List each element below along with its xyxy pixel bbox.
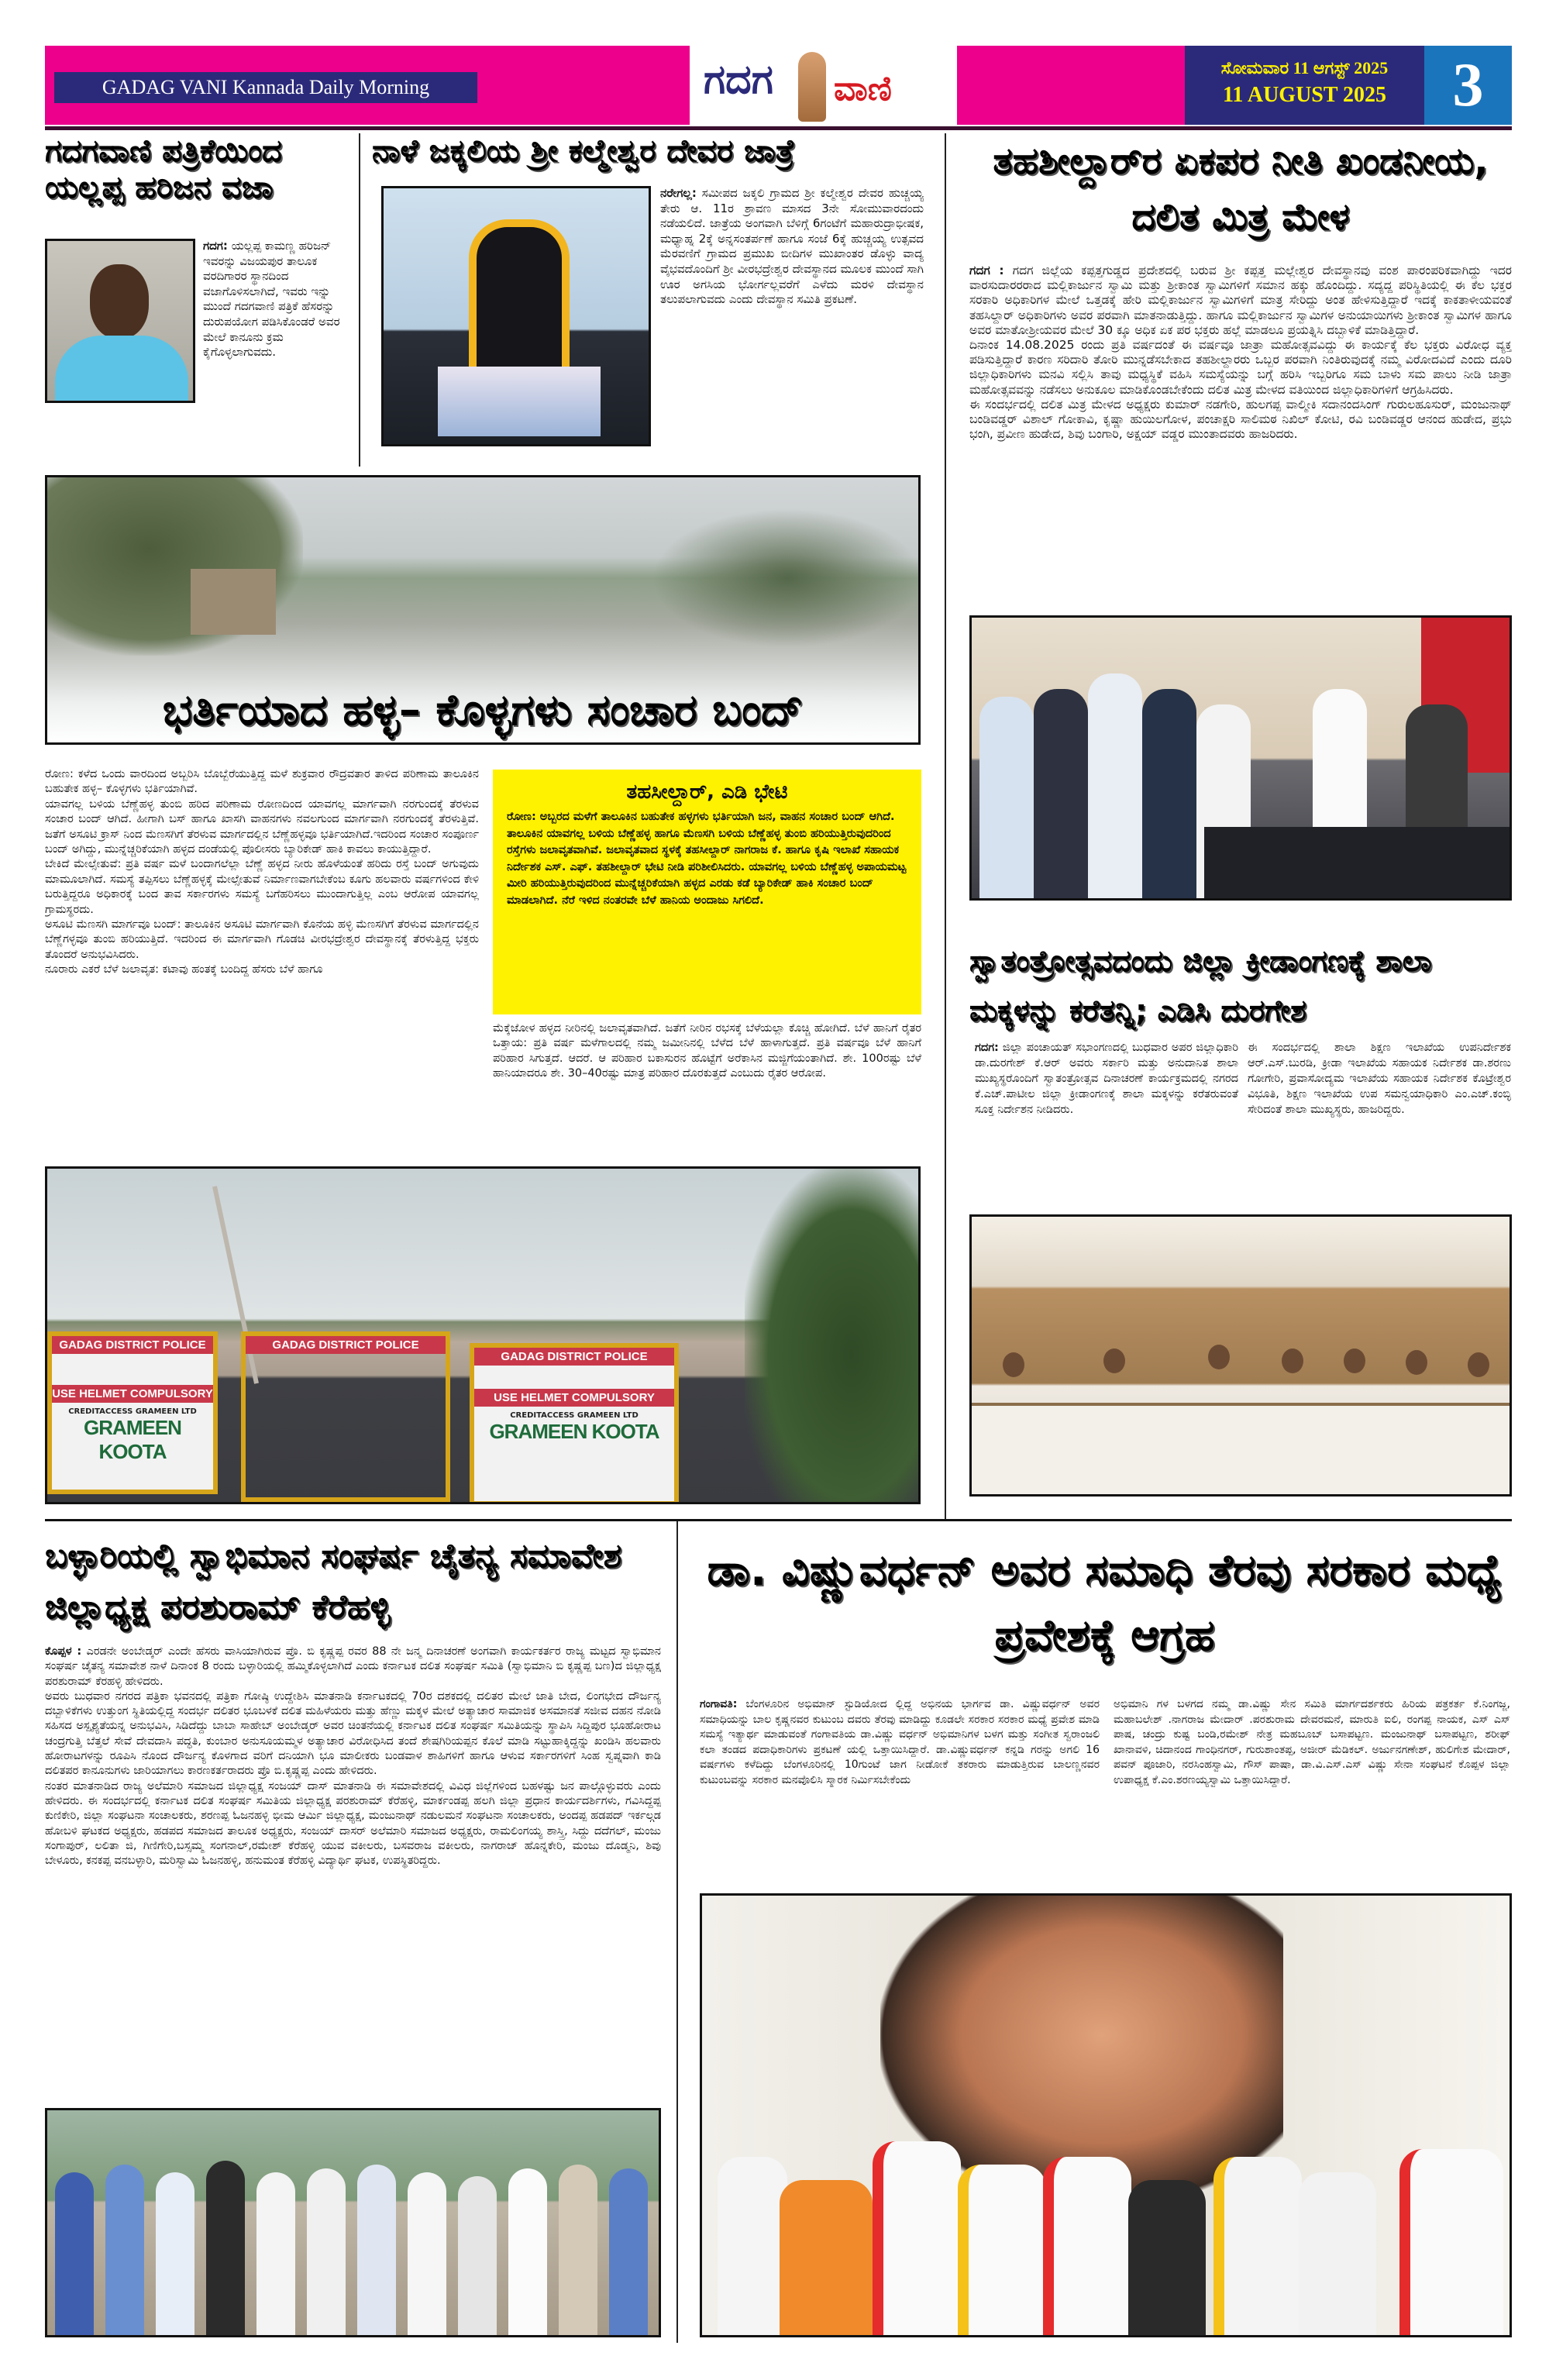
masthead-band-right	[957, 46, 1185, 125]
paragraph: ಅಸೂಟಿ ಮೆಣಸಗಿ ಮಾರ್ಗವೂ ಬಂದ್: ತಾಲೂಕಿನ ಅಸೂಟಿ ಮಾರ್ಗವಾಗಿ ಕೊನೆಯ ಹಳ್ಳಿ ಮೆಣಸಗಿಗೆ ತೆರಳುವ ಮಾರ್ಗದಲ್ಲಿನ ಬೆಣ್ಣೆಗಳ್ಳವೂ ತುಂಬಿ ಹರಿಯುತ್ತಿದೆ. ಇದರಿಂದ ಈ ಮಾರ್ಗವಾಗಿ ಗೊಡಚಿ ವೀರಭದ್ರೇಶ್ವರ ದೇವಸ್ಥಾನಕ್ಕೆ ತೆರಳುತ್ತಿದ್ದ ಭಕ್ತರು ತೊಂದರೆ ಅನುಭವಿಸಿದರು.	[45, 918, 479, 961]
group-photo-ballari	[45, 2108, 661, 2337]
person-head	[1282, 1348, 1303, 1373]
school-body-col1	[975, 1040, 1238, 1203]
column-divider	[945, 133, 946, 1521]
person-figure	[780, 2180, 873, 2335]
person-figure	[718, 2157, 787, 2335]
paragraph: ರೋಣ: ಕಳೆದ ಒಂದು ವಾರದಿಂದ ಅಬ್ಬರಿಸಿ ಬೊಬ್ಬೆರೆಯುತ್ತಿದ್ದ ಮಳೆ ಶುಕ್ರವಾರ ರೌದ್ರವತಾರ ತಾಳಿದ ಪರಿಣಾಮ ತಾಲೂಕಿನ ಬಹುತೇಕ ಹಳ್ಳ– ಕೊಳ್ಳಗಳು ಭರ್ತಿಯಾಗಿವೆ.	[45, 768, 479, 796]
person-figure	[559, 2165, 597, 2335]
sign-police: GADAG DISTRICT POLICE	[474, 1348, 674, 1366]
article-body: ಯಲ್ಲಪ್ಪ ಕಾಮಣ್ಣ ಹರಿಜನ್ ಇವರನ್ನು ವಿಜಯಪುರ ತಾಲೂಕ ವರದಿಗಾರರ ಸ್ಥಾನದಿಂದ ವಜಾಗೊಳಿಸಲಾಗಿದೆ, ಇವರು ಇನ್ನು ಮುಂದೆ ಗದಗವಾಣಿ ಪತ್ರಿಕೆ ಹೆಸರನ್ನು ದುರುಪಯೋಗ ಪಡಿಸಿಕೊಂಡರೆ ಅವರ ಮೇಲೆ ಕಾನೂನು ಕ್ರಮ ಕೈಗೊಳ್ಳಲಾಗುವದು.	[203, 239, 340, 360]
dalit-mitra-mela-photo	[969, 615, 1512, 901]
headline: ಗದಗವಾಣಿ ಪತ್ರಿಕೆಯಿಂದ ಯಲ್ಲಪ್ಪ ಹರಿಜನ ವಜಾ	[45, 133, 282, 206]
paragraph: ಬೇಕಿದೆ ಮೇಲ್ಸೇತುವೆ: ಪ್ರತಿ ವರ್ಷ ಮಳೆ ಬಂದಾಗಲೆಲ್ಲಾ ಬೆಣ್ಣೆ ಹಳ್ಳದ ನೀರು ಹೊಳೆಯಂತೆ ಹರಿದು ರಸ್ತೆ ಬಂದ್ ಅಗುವುದು ಮಾಮೂಲಾಗಿದೆ. ಸಮಸ್ಯೆ ತಪ್ಪಿಸಲು ಬೆಣ್ಣೆಹಳ್ಳಕ್ಕೆ ಮೇಲ್ಸೇತುವೆ ನಿರ್ಮಾಣವಾಗಬೇಕೆಂಬ ಕೂಗು ಹಲವಾರು ವರ್ಷಗಳಿಂದ ಕೇಳಿ ಬರುತ್ತಿದ್ದರೂ ಅಧಿಕಾರಕ್ಕೆ ಬಂದ ತಾವ ಸರ್ಕಾರಗಳು ಸಮಸ್ಯೆ ಬಗೆಹರಿಸಲು ಮುಂದಾಗುತ್ತಿಲ್ಲ ಎಂಬ ಆರೋಪ ಯಾವಗಲ್ಲ ಗ್ರಾಮಸ್ಥರದು.	[45, 858, 479, 916]
dateline: ಗದಗ:	[203, 239, 228, 253]
person-figure	[1142, 689, 1196, 898]
ballari-body	[45, 1645, 661, 2094]
logo-text-gadag: ಗದಗ	[704, 57, 773, 103]
sign-police: GADAG DISTRICT POLICE	[246, 1336, 446, 1354]
person-figure	[458, 2176, 497, 2335]
vishnu-body-col1	[700, 1697, 1100, 1883]
paragraph: ನಂತರ ಮಾತನಾಡಿದ ರಾಜ್ಯ ಅಲೆಮಾರಿ ಸಮಾಜದ ಜಿಲ್ಲಾಧ್ಯಕ್ಷ ಸಂಜಯ್ ದಾಸ್ ಮಾತನಾಡಿ ಈ ಸಮಾವೇಶದಲ್ಲಿ ವಿವಿಧ ಜಿಲ್ಲೆಗಳಿಂದ ಬಹಳಷ್ಟು ಜನ ಪಾಲ್ಗೊಳ್ಳುವರು ಎಂದು ಹೇಳಿದರು. ಈ ಸಂದರ್ಭದಲ್ಲಿ ಕರ್ನಾಟಕ ದಲಿತ ಸಂಘರ್ಷ ಸಮಿತಿಯ ಜಿಲ್ಲಾಧ್ಯಕ್ಷ ಪರಶುರಾಮ್ ಕೆರೆಹಳ್ಳಿ, ಮಾರ್ಕಂಡಪ್ಪ ಹಲಗಿ ಜಿಲ್ಲಾ ಪ್ರಧಾನ ಕಾರ್ಯದರ್ಶಿಗಳು, ಗವಿಸಿದ್ದಪ್ಪ ಕುಣಿಕೇರಿ, ಜಿಲ್ಲಾ ಸಂಘಟನಾ ಸಂಚಾಲಕರು, ಶರಣಪ್ಪ ಓಜನಹಳ್ಳಿ ಭೀಮ ಆರ್ಮಿ ಜಿಲ್ಲಾಧ್ಯಕ್ಷ, ಮಂಜುನಾಥ್ ನಡುಲಮನೆ ಸಂಘಟನಾ ಸಂಚಾಲಕರು, ಅಂದಪ್ಪ ಹಡಪದ್ ಇರ್ಕಲ್ಗಡ ಹೋಬಳಿ ಘಟಕದ ಅಧ್ಯಕ್ಷರು, ಹಡಪದ ಸಮಾಜದ ತಾಲೂಕ ಅಧ್ಯಕ್ಷರು, ಸಂಜಯ್ ದಾಸರ್ ಅಲೆಮಾರಿ ಸಮಾಜದ ಅಧ್ಯಕ್ಷರು, ರಾಮಲಿಂಗಯ್ಯ ಶಾಸ್ತ್ರಿ, ಸಿದ್ದು ದದೆಗಲ್, ಮಂಜು ಸಂಗಾಪುರ್, ಲಲಿತಾ ಜಿ, ಗಿಣಿಗೇರಿ,ಬಸ್ಸಮ್ಮ ಸಂಗನಾಲ್,ರಮೇಶ್ ಕೆರೆಹಳ್ಳಿ ಯುವ ವಕೀಲರು, ಬಸವರಾಜ ವಕೀಲರು, ನಾಗರಾಜ್ ಹೊನ್ನಕೇರಿ, ಮಂಜು ದೊಡ್ಮನಿ, ಶಿವು ಬೇಳೂರು, ಕನಕಪ್ಪ ವನಬಳ್ಳಾರಿ, ಮರಿಸ್ವಾಮಿ ಓಜನಹಳ್ಳಿ, ಹನುಮಂತ ಕೆರೆಹಳ್ಳಿ ವಿದ್ಯಾರ್ಥಿ ಘಟಕ, ಉಪಸ್ಥಿತರಿದ್ದರು.	[45, 1779, 661, 1868]
submerged-hut	[191, 569, 276, 635]
dateline: ಕೊಪ್ಪಳ :	[45, 1645, 82, 1658]
article-dismissal	[45, 133, 355, 459]
vishnuvardhan-tribute-photo	[700, 1893, 1512, 2337]
altar-base	[438, 367, 601, 436]
person-figure	[307, 2168, 346, 2335]
date-kannada: ಸೋಮವಾರ 11 ಆಗಸ್ಟ್ 2025	[1220, 58, 1389, 77]
barricade-right	[470, 1343, 679, 1504]
paragraph: ಈ ಸಂದರ್ಭದಲ್ಲಿ ದಲಿತ ಮಿತ್ರ ಮೇಳದ ಅಧ್ಯಕ್ಷರು ಕುಮಾರ್ ನಡಗೇರಿ, ಹುಲಗಪ್ಪ ವಾಲ್ಮೀಕಿ ಸದಾನಂದಸಿಂಗ್ ಗುರುಲಹೂಸುರ್, ಮಂಜುನಾಥ್ ಬಂಡಿವಡ್ಡರ್ ವಿಶಾಲ್ ಗೋಕಾವಿ, ಕೃಷ್ಣಾ ಹುಯಿಲಗೋಳ, ಪಂಚಾಕ್ಷರಿ ಸಾಲಿಮಠ ನಿಖಿಲ್ ಕೋಟಿ, ರವಿ ಬಂಡಿವಡ್ಡರ ಆನಂದ ಹುಡೇದ, ಪ್ರಭು ಭಂಗಿ, ಪ್ರವೀಣ ಹುಡೇದ, ಶಿವು ಬಂಗಾರಿ, ಅಕ್ಷಯ್ ವಡ್ಡರ ಮುಂತಾದವರು ಹಾಜರಿದರು.	[969, 397, 1512, 442]
person-figure	[958, 2165, 1046, 2335]
sidebar-body: ರೋಣ: ಅಬ್ಬರದ ಮಳೆಗೆ ತಾಲೂಕಿನ ಬಹುತೇಕ ಹಳ್ಳಗಳು ಭರ್ತಿಯಾಗಿ ಜನ, ವಾಹನ ಸಂಚಾರ ಬಂದ್ ಆಗಿದೆ. ತಾಲೂಕಿನ ಯಾವಗಲ್ಲ ಬಳಿಯ ಬೆಣ್ಣೆಹಳ್ಳ ಹಾಗೂ ಮೆಣಸಗಿ ಬಳಿಯ ಬೆಣ್ಣೆಹಳ್ಳ ತುಂಬಿ ಹರಿಯುತ್ತಿರುವುದರಿಂದ ರಸ್ತೆಗಳು ಜಲಾವೃತವಾಗಿವೆ. ಜಲಾವೃತವಾದ ಸ್ಥಳಕ್ಕೆ ತಹಸೀಲ್ದಾರ್ ನಾಗರಾಜ ಕೆ. ಹಾಗೂ ಕೃಷಿ ಇಲಾಖೆ ಸಹಾಯಕ ನಿರ್ದೇಶಕ ಎಸ್. ಎಫ್. ತಹಶೀಲ್ದಾರ್ ಭೇಟಿ ನೀಡಿ ಪರಿಶೀಲಿಸಿದರು. ಯಾವಗಲ್ಲ ಬಳಿಯ ಬೆಣ್ಣೆಹಳ್ಳ ಅಪಾಯಮಟ್ಟ ಮೀರಿ ಹರಿಯುತ್ತಿರುವುದರಿಂದ ಮುನ್ನೆಚ್ಚರಿಕೆಯಾಗಿ ಹಳ್ಳದ ಎರಡು ಕಡೆ ಬ್ಯಾರಿಕೇಡ್ ಹಾಕಿ ಸಂಚಾರ ಬಂದ್ ಮಾಡಲಾಗಿದೆ. ನೆರೆ ಇಳಿದ ನಂತರವೇ ಬೆಳೆ ಹಾನಿಯ ಅಂದಾಜು ಸಿಗಲಿದೆ.	[507, 811, 907, 907]
barricade-middle	[241, 1331, 450, 1502]
edition-label: GADAG VANI Kannada Daily Morning	[54, 72, 477, 103]
barricade-left	[47, 1331, 218, 1494]
person-figure	[508, 2168, 547, 2335]
headline: ನಾಳೆ ಜಕ್ಕಲಿಯ ಶ್ರೀ ಕಲ್ಮೇಶ್ವರ ದೇವರ ಜಾತ್ರೆ	[372, 133, 795, 169]
person-head	[1344, 1348, 1365, 1373]
reporter-photo	[45, 239, 195, 403]
section-divider	[45, 1519, 1512, 1521]
sign-police: GADAG DISTRICT POLICE	[52, 1336, 213, 1354]
article-tahsildar	[969, 133, 1512, 245]
person-figure	[206, 2161, 245, 2335]
paragraph: ಯಾವಗಲ್ಲ ಬಳಿಯ ಬೆಣ್ಣೆಹಳ್ಳ ತುಂಬಿ ಹರಿದ ಪರಿಣಾಮ ರೋಣದಿಂದ ಯಾವಗಲ್ಲ ಮಾರ್ಗವಾಗಿ ನರಗುಂದಕ್ಕೆ ತೆರಳುವ ಸಂಚಾರ ಬಂದ್ ಆಗಿದೆ. ಹೀಗಾಗಿ ಬಸ್ ಹಾಗೂ ಖಾಸಗಿ ವಾಹನಗಳು ನವಲಗುಂದ ಮಾರ್ಗವಾಗಿ ನರಗುಂದಕ್ಕೆ ತೆರಳುತ್ತಿವೆ. ಜತೆಗೆ ಅಸೂಟಿ ಕ್ರಾಸ್ ನಿಂದ ಮೆಣಸಗಿಗೆ ತೆರಳುವ ಮಾರ್ಗದಲ್ಲಿನ ಬೆಣ್ಣೆಹಳ್ಳವೂ ಭರ್ತಿಯಾಗಿದೆ.ಇದರಿಂದ ಸಂಚಾರ ಸಂಪೂರ್ಣ ಬಂದ್ ಅಗಿದ್ದು, ಮುನ್ನೆಚ್ಚರಿಕೆಯಾಗಿ ಹಳ್ಳದ ದಂಡೆಯಲ್ಲಿ ಪೊಲೀಸರು ಬ್ಯಾರಿಕೇಡ್ ಹಾಕಿ ಕಾವಲು ಕಾಯುತ್ತಿದ್ದಾರೆ.	[45, 797, 479, 856]
person-figure	[1034, 689, 1088, 898]
person-figure	[1299, 2172, 1376, 2335]
article-tahsildar-body	[969, 263, 1512, 611]
sign-sponsor: CREDITACCESS GRAMEEN LTD	[510, 1411, 639, 1420]
person-figure	[609, 2168, 648, 2335]
shivalinga	[469, 219, 570, 390]
temple-photo	[381, 186, 651, 446]
flood-photo	[45, 475, 921, 745]
headline: ಬಳ್ಳಾರಿಯಲ್ಲಿ ಸ್ವಾಭಿಮಾನ ಸಂಘರ್ಷ ಚೈತನ್ಯ ಸಮಾವೇಶ ಜಿಲ್ಲಾಧ್ಯಕ್ಷ ಪರಶುರಾಮ್ ಕೆರೆಹಳ್ಳಿ	[45, 1537, 622, 1627]
paragraph: ಗದಗ ಜಿಲ್ಲೆಯ ಕಪ್ಪತ್ತಗುಡ್ಡದ ಪ್ರದೇಶದಲ್ಲಿ ಬರುವ ಶ್ರೀ ಕಪ್ಪತ್ತ ಮಲ್ಲೇಶ್ವರ ದೇವಸ್ಥಾನವು ವಂಶ ಪಾರಂಪರಿಕವಾಗಿದ್ದು ಇದರ ವಾರಸುದಾರರರಾದ ಮಲ್ಲಿಕಾರ್ಜುನ ಸ್ವಾಮಿ ಮತ್ತು ಶ್ರೀಕಾಂತ ಸ್ವಾಮಿಗಳಿಗೆ ಸಮಾನ ಹಕ್ಕು ಹೊಂದಿದ್ದು. ಸದ್ಯದ್ದ ಪರಿಸ್ಥಿತಿಯಲ್ಲಿ ಈ ಕೆಲ ಭಕ್ತರ ಸರಕಾರಿ ಅಧಿಕಾರಿಗಳ ಮೇಲೆ ಒತ್ತಡಕ್ಕೆ ಹೇರಿ ಮಲ್ಲಿಕಾರ್ಜುನ ಸ್ವಾಮಿಗಳಿಗೆ ಮಾತ್ರ ಸೇರಿದ್ದು ಅಂತ ಹೇಳಿಸುತ್ತಿದ್ದಾರೆ ಇದಕ್ಕೆ ಕಾಕತಾಳೀಯವಂತೆ ತಹಸಿಲ್ದಾರ್ ಅಧಿಕಾರಿಗಳು ಅವರ ಪರವಾಗಿ ಮಾತನಾಡುತ್ತಿದ್ದು. ಹಾಗೂ ಮಲ್ಲಿಕಾರ್ಜುನ ಸ್ವಾಮಿಗಳ ಅನುಯಾಯಿಗಳು ಶ್ರೀಕಾಂತ ಸ್ವಾಮಿಗಳ ಹಾಗೂ ಅವರ ಮಾತೋಶ್ರೀಯವರ ಮೇಲೆ 30 ಕ್ಕೂ ಅಧಿಕ ಏಕ ಪರ ಭಕ್ತರು ಹಲ್ಲೆ ಮಾಡಲೂ ಪ್ರಯತ್ನಿಸಿ ದಬ್ಬಾಳಿಕೆ ಮಾಡಿತ್ತಿದ್ದಾರೆ.	[969, 263, 1512, 337]
barricade-photo	[45, 1166, 921, 1504]
person-figure	[1043, 2157, 1131, 2335]
logo-text-vani: ವಾಣಿ	[834, 69, 892, 108]
masthead-band-left	[45, 46, 690, 125]
headline: ಭರ್ತಿಯಾದ ಹಳ್ಳ– ಕೊಳ್ಳಗಳು ಸಂಚಾರ ಬಂದ್	[162, 685, 804, 735]
paragraph: ನೂರಾರು ಎಕರೆ ಬೆಳೆ ಜಲಾವೃತ: ಕಟಾವು ಹಂತಕ್ಕೆ ಬಂದಿದ್ದ ಹೆಸರು ಬೆಳೆ ಹಾಗೂ	[45, 963, 323, 976]
date-box	[1185, 46, 1424, 125]
article-vishnuvardhan	[697, 1538, 1512, 1669]
portrait-shirt	[55, 336, 188, 403]
article-jatre	[372, 133, 924, 459]
masthead-rule	[45, 126, 1512, 130]
sign-sponsor: CREDITACCESS GRAMEEN LTD	[68, 1407, 197, 1416]
person-figure	[156, 2172, 194, 2335]
person-figure	[256, 2172, 295, 2335]
person-figure	[357, 2165, 396, 2335]
person-figure	[55, 2172, 94, 2335]
column-divider	[676, 1521, 678, 2343]
article-school	[969, 936, 1512, 1035]
paragraph: ಅವರು ಬುಧವಾರ ನಗರದ ಪತ್ರಿಕಾ ಭವನದಲ್ಲಿ ಪತ್ರಿಕಾ ಗೋಷ್ಠಿ ಉದ್ದೇಶಿಸಿ ಮಾತನಾಡಿ ಕರ್ನಾಟಕದಲ್ಲಿ 70ರ ದಶಕದಲ್ಲಿ ದಲಿತರ ಮೇಲೆ ಜಾತಿ ಬೇದ, ಲಿಂಗಭೇದ ದೌರ್ಜನ್ಯ ದಬ್ಬಾಳಿಕೆಗಳು ಉತ್ತುಂಗ ಸ್ಥಿತಿಯಲ್ಲಿದ್ದ ಸಂದರ್ಭ ದಲಿತರ ಭೂಬಳಕೆ ದಲಿತ ಮಹಿಳೆಯರು ಮತ್ತು ಹೆಣ್ಣು ಮಕ್ಕಳ ಮೇಲೆ ಅತ್ಯಾಚಾರ ಸಾಮಾಜಿಕ ಅಸಮಾನತೆ ಸಜೀವ ದಹನ ನೋಡಿ ಸಹಿಸದ ಅಸ್ಪೃಶ್ಯತೆಯನ್ನ ಅನುಭವಿಸಿ, ಸಿಡಿದೆದ್ದು ಬಾಬಾ ಸಾಹೇಬ್ ಅಂಬೇಡ್ಕರ್ ಅವರ ಚಿಂತನೆಯಲ್ಲಿ ಕರ್ನಾಟಕ ದಲಿತ ಸಂಘರ್ಷ ಸಮಿತಿಯನ್ನು ಸ್ಥಾಪಿಸಿ ಸಿದ್ದಿಪುರ ಭೂಹೋರಾಟ ಚಂದ್ರಗುತ್ತಿ ಬೆತ್ತಲೆ ಸೇವೆ ದೇವದಾಸಿ ಪದ್ಧತಿ, ಕುಂಬಾರ ಅನುಸೂಯಮ್ಮಳ ಅತ್ಯಾಚಾರ ವಿರೋಧಿಸಿದ ತಂದೆ ಶೇಷಗಿರಿಯಪ್ಪನ ಕೊಲೆ ಮಾಡಿ ಸಟ್ಟುಹಾಕ್ಕಿದ್ದನ್ನು ಖಂಡಿಸಿ ಹಲವಾರು ಹೋರಾಟಗಳನ್ನು ರೂಪಿಸಿ ನೊಂದ ದೌರ್ಜನ್ಯ ಕೊಳಗಾದ ವರಿಗೆ ದನಿಯಾಗಿ ಭೂ ಮಾಲೀಕರು ಬಂಡವಾಳ ಶಾಹಿಗಳಿಗೆ ಹಾಗೂ ಆಳುವ ಸರ್ಕಾರಗಳಿಗೆ ಸಿಂಹ ಸ್ವಪ್ನವಾಗಿ ಕಾಡಿ ದಲಿತಪರ ಕಾನೂನುಗಳು ಜಾರಿಯಾಗಲು ಕಾರಣಕರ್ತರಾದರು ಪ್ರೊ ಬಿ.ಕೃಷ್ಣಪ್ಪ ಎಂದು ಹೇಳಿದರು.	[45, 1689, 661, 1778]
sign-brand: GRAMEEN KOOTA	[489, 1420, 659, 1443]
dateline: ನರೇಗಲ್ಲ:	[660, 186, 697, 200]
school-body-col2: ಈ ಸಂದರ್ಭದಲ್ಲಿ ಶಾಲಾ ಶಿಕ್ಷಣ ಇಲಾಖೆಯ ಉಪನಿರ್ದೇಶಕ ಆರ್.ಎಸ್.ಬುರಡಿ, ಕ್ರೀಡಾ ಇಲಾಖೆಯ ಸಹಾಯಕ ನಿರ್ದೇಶಕ ಡಾ.ಶರಣು ಗೋಗೇರಿ, ಪ್ರವಾಸೋದ್ಯಮ ಇಲಾಖೆಯ ಸಹಾಯಕ ನಿರ್ದೇಶಕ ಕೊಟ್ರೇಶ್ವರ ವಿಭೂತಿ, ಶಿಕ್ಷಣ ಇಲಾಖೆಯ ಉಪ ಸಮನ್ವಯಾಧಿಕಾರಿ ಎಂ.ಎಚ್.ಕಂಬ್ಳಿ ಸೇರಿದಂತೆ ಶಾಲಾ ಮುಖ್ಯಸ್ಥರು, ಹಾಜರಿದ್ದರು.	[1248, 1042, 1511, 1116]
portrait-face	[90, 264, 149, 339]
person-figure	[979, 697, 1034, 898]
headline: ಸ್ವಾತಂತ್ರೋತ್ಸವದಂದು ಜಿಲ್ಲಾ ಕ್ರೀಡಾಂಗಣಕ್ಕೆ ಶಾಲಾ ಮಕ್ಕಳನ್ನು ಕರೆತನ್ನಿ; ಎಡಿಸಿ ದುರಗೇಶ	[969, 944, 1432, 1028]
logo-figure-icon	[798, 52, 826, 122]
person-figure	[408, 2172, 446, 2335]
headline: ಡಾ. ವಿಷ್ಣುವರ್ಧನ್ ಅವರ ಸಮಾಧಿ ತೆರವು ಸರಕಾರ ಮಧ್ಯೆ ಪ್ರವೇಶಕ್ಕೆ ಆಗ್ರಹ	[707, 1545, 1503, 1661]
dateline: ಗಂಗಾವತಿ:	[700, 1698, 738, 1710]
person-figure	[1088, 673, 1142, 898]
conference-table	[972, 1403, 1512, 1497]
desk	[1204, 827, 1512, 901]
trees	[652, 508, 921, 648]
flood-body	[45, 767, 479, 1150]
person-head	[1208, 1345, 1230, 1369]
article-ballari	[45, 1531, 665, 1633]
person-head	[1003, 1352, 1024, 1377]
paragraph: ಎರಡನೇ ಅಂಬೇಡ್ಕರ್ ಎಂದೇ ಹೆಸರು ವಾಸಿಯಾಗಿರುವ ಪ್ರೊ. ಬಿ ಕೃಷ್ಣಪ್ಪ ರವರ 88 ನೇ ಜನ್ಮ ದಿನಾಚರಣೆ ಅಂಗವಾಗಿ ಕಾರ್ಯಕರ್ತರ ರಾಜ್ಯ ಮಟ್ಟದ ಸ್ವಾಭಿಮಾನ ಸಂಘರ್ಷ ಚೈತನ್ಯ ಸಮಾವೇಶ ನಾಳೆ ದಿನಾಂಕ 8 ರಂದು ಬಳ್ಳಾರಿಯಲ್ಲಿ ಹಮ್ಮಿಕೊಳ್ಳಲಾಗಿದೆ ಎಂದು ಕರ್ನಾಟಕ ದಲಿತ ಸಂಘರ್ಷ ಸಮಿತಿ (ಸ್ವಾಭಿಮಾನಿ ಬಿ ಕೃಷ್ಣಪ್ಪ ಬಣ)ದ ಜಿಲ್ಲಾಧ್ಯಕ್ಷ ಪರಶುರಾಮ್ ಕೆರಹಳ್ಳಿ ಹೇಳಿದರು.	[45, 1645, 661, 1688]
sidebar-title: ತಹಸೀಲ್ದಾರ್, ಎಡಿ ಭೇಟಿ	[626, 780, 788, 804]
person-figure	[1399, 2149, 1503, 2335]
person-figure	[1128, 2180, 1206, 2335]
gadag-vani-logo	[690, 46, 957, 125]
person-head	[1103, 1348, 1125, 1373]
sign-helmet: USE HELMET COMPULSORY	[474, 1389, 674, 1407]
dateline: ಗದಗ :	[969, 263, 1004, 277]
meeting-photo	[969, 1214, 1512, 1497]
article-body: ಸಮೀಪದ ಜಕ್ಕಲಿ ಗ್ರಾಮದ ಶ್ರೀ ಕಲ್ಮೇಶ್ವರ ದೇವರ ಹುಚ್ಚಯ್ಯ ತೇರು ಆ. 11ರ ಶ್ರಾವಣ ಮಾಸದ 3ನೇ ಸೋಮುವಾರದಂದು ನಡೆಯಲಿದೆ. ಜಾತ್ರೆಯ ಅಂಗವಾಗಿ ಬೆಳಿಗ್ಗೆ 6ಗಂಟೆಗೆ ಮಹಾರುದ್ರಾಭೀಷಕ, ಮಧ್ಯಾಹ್ನ 2ಕ್ಕೆ ಅನ್ನಸಂತರ್ಪಣೆ ಹಾಗೂ ಸಂಜೆ 6ಕ್ಕೆ ಹುಚ್ಚಯ್ಯ ಉತ್ಸವದ ಮೆರವಣಿಗೆ ಗ್ರಾಮದ ಪ್ರಮುಖ ಬೀದಿಗಳ ಮುಖಾಂತರ ಡೊಳ್ಳು ವಾದ್ಯ ವೈಭವದೊಂದಿಗೆ ಶ್ರೀ ವೀರಭದ್ರೇಶ್ವರ ದೇವಸ್ಥಾನದ ಮೂಲಕ ಮುಂದೆ ಸಾಗಿ ಊರ ಅಗಸಿಯ ಭೋರ್ಗಲ್ಲವರೆಗೆ ಎಳೆದು ಮರಳಿ ದೇವಸ್ಥಾನ ತಲುಪಲಾಗುವದು ಎಂದು ದೇವಸ್ಥಾನ ಸಮಿತಿ ಪ್ರಕಟಣೆ.	[660, 186, 924, 307]
article-body: ಜಿಲ್ಲಾ ಪಂಚಾಯತ್ ಸಭಾಂಗಣದಲ್ಲಿ ಬುಧವಾರ ಅಪರ ಜಿಲ್ಲಾಧಿಕಾರಿ ಡಾ.ದುರಗೇಶ್ ಕೆ.ಆರ್ ಅವರು ಸರ್ಕಾರಿ ಮತ್ತು ಅನುದಾನಿತ ಶಾಲಾ ಮುಖ್ಯಸ್ಥರೊಂದಿಗೆ ಸ್ವಾತಂತ್ರೋತ್ಸವ ದಿನಾಚರಣೆ ಕಾರ್ಯಕ್ರಮದಲ್ಲಿ ನಗರದ ಕೆ.ಎಚ್.ಪಾಟೀಲ ಜಿಲ್ಲಾ ಕ್ರೀಡಾಂಗಣಕ್ಕೆ ಶಾಲಾ ಮಕ್ಕಳನ್ನು ಕರೆತರುವಂತೆ ಸೂಕ್ತ ನಿರ್ದೇಶನ ನೀಡಿದರು.	[975, 1042, 1238, 1116]
person-figure	[1213, 2157, 1302, 2335]
paragraph: ದಿನಾಂಕ 14.08.2025 ರಂದು ಪ್ರತಿ ವರ್ಷದಂತೆ ಈ ವರ್ಷವೂ ಜಾತ್ರಾ ಮಹೋತ್ಸವವಿದ್ದು ಈ ಕಾರ್ಯಕ್ಕೆ ಕೆಲ ಭಕ್ತರು ವಿರೋಧ ವ್ಯಕ್ತ ಪಡಿಸುತ್ತಿದ್ದಾರೆ ಕಾರಣ ಸರಿದಾರಿ ತೋರಿ ಮುನ್ನಡೆಸಬೇಕಾದ ತಹಶೀಲ್ದಾರರು ಒಬ್ಬರ ಪರವಾಗಿ ನಿಂತಿರುವುದಕ್ಕೆ ನಮ್ಮ ವಿರೋದವಿದೆ ಎಂದು ದೂರಿ ಜಿಲ್ಲಾಧಿಕಾರಿಗಳು ಮನವಿ ಸಲ್ಲಿಸಿ ತಾವು ಮಧ್ಯಸ್ಥಿಕೆ ವಹಿಸಿ ಸಮಸ್ಯೆಯನ್ನು ಬಗ್ಗೆ ಹರಿಸಿ ಇಬ್ಬರಿಗೂ ಸಮ ಬಾಳು ಸಮ ಪಾಲು ನೀಡಿ ಜಾತ್ರಾ ಮಹೋತ್ಸವವನ್ನು ನಡೆಸಲು ಅನುಕೂಲ ಮಾಡಿಕೊಂಡಬೇಕೆಂದು ದಲಿತ ಮಿತ್ರ ಮೇಳದ ವತಿಯಿಂದ ಜಿಲ್ಲಾಧಿಕಾರಿಗಳಿಗೆ ಆಗ್ರಹಿಸಿದರು.	[969, 338, 1512, 397]
headline: ತಹಶೀಲ್ದಾರ್‌ರ ಏಕಪರ ನೀತಿ ಖಂಡನೀಯ, ದಲಿತ ಮಿತ್ರ ಮೇಳ	[993, 139, 1489, 239]
person-head	[1468, 1352, 1489, 1377]
vishnu-body-col2: ಅಭಿಮಾನಿ ಗಳ ಬಳಗದ ನಮ್ಮ ಡಾ.ವಿಷ್ಣು ಸೇನ ಸಮಿತಿ ಮಾರ್ಗದರ್ಶಕರು ಹಿರಿಯ ಪತ್ರಕರ್ತ ಕೆ.ನಿಂಗಜ್ಜ, ಮಹಾಬಲೇಶ್ .ನಾಗರಾಜ ಮೇದಾರ್ .ಪರಶುರಾಮ ದೇವರಮನೆ, ಮಾರುತಿ ಐಲಿ, ರಂಗಪ್ಪ ನಾಯಕ, ಎಸ್ ಎಸ್ ಪಾಷ, ಚಂದ್ರು ಕುಷ್ಟ ಬಂಡಿ,ರಮೇಶ್ ನೇತ್ರ ಮಹಬೂಬ್ ಬಸಾಪಟ್ಟಣ. ಮಂಜುನಾಥ್ ಬಸಾಪಟ್ಟಣ, ಶರೀಫ್ ಖಾನಾವಳಿ, ಚಿದಾನಂದ ಗಾಂಧಿನಗರ್, ಗುರುಶಾಂತಪ್ಪ, ಅಜೀರ್ ಮೆಡಿಕಲ್. ಅರ್ಜುನಗಣೇಶ್, ಹುಲಿಗೇಶ ಮೇದಾರ್, ಪವನ್ ಪೂಜಾರಿ, ನರಸಿಂಹಸ್ವಾಮಿ, ಗೌಸ್ ಪಾಷಾ, ಡಾ.ವಿ.ಎಸ್.ಎಸ್ ವಿಷ್ಣು ಸೇನಾ ಸಂಘಟನೆ ಕೊಪ್ಪಳ ಜಿಲ್ಲಾ ಉಪಾಧ್ಯಕ್ಷ ಕೆ.ಎಂ.ಶರಣಯ್ಯಸ್ವಾಮಿ ಒತ್ತಾಯಿಸಿದ್ದಾರೆ.	[1114, 1698, 1510, 1786]
trees	[745, 1169, 921, 1504]
page-number: 3	[1424, 46, 1512, 125]
sign-helmet: USE HELMET COMPULSORY	[52, 1385, 213, 1403]
sidebar-box	[493, 770, 921, 1014]
dateline: ಗದಗ:	[975, 1042, 999, 1054]
date-english: 11 AUGUST 2025	[1222, 83, 1387, 107]
person-figure	[105, 2165, 144, 2335]
sign-brand: GRAMEEN KOOTA	[84, 1416, 181, 1463]
column-divider	[359, 133, 360, 467]
person-figure	[873, 2141, 961, 2335]
flood-body-continued: ಮೆಕ್ಕೆಜೋಳ ಹಳ್ಳದ ನೀರಿನಲ್ಲಿ ಜಲಾವೃತವಾಗಿದೆ. ಜತೆಗೆ ನೀರಿನ ರಭಸಕ್ಕೆ ಬೆಳೆಯಲ್ಲಾ ಕೊಚ್ಚಿ ಹೋಗಿದೆ. ಬೆಳೆ ಹಾನಿಗೆ ರೈತರ ಒತ್ತಾಯ: ಪ್ರತಿ ವರ್ಷ ಮಳೆಗಾಲದಲ್ಲಿ ನಮ್ಮ ಜಮೀನಿನಲ್ಲಿ ಬೆಳೆದ ಬೆಳೆ ಹಾಳಾಗುತ್ತದೆ. ಪ್ರತಿ ವರ್ಷವೂ ಬೆಳೆ ಹಾನಿಗೆ ಪರಿಹಾರ ಸಿಗುತ್ತದೆ. ಆದರೆ. ಆ ಪರಿಹಾರ ಬಕಾಸುರನ ಹೊಟ್ಟೆಗೆ ಅರೆಕಾಸಿನ ಮಜ್ಜಿಗೆಯಂತಾಗಿದೆ. ಶೇ. 100ರಷ್ಟು ಬೆಳೆ ಹಾನಿಯಾದರೂ ಶೇ. 30–40ರಷ್ಟು ಮಾತ್ರ ಪರಿಹಾರ ದೊರಕುತ್ತದೆ ಎಂಬುದು ರೈತರ ಆರೋಪ.	[493, 1022, 921, 1080]
person-head	[1406, 1350, 1427, 1375]
article-body: ಬೆಂಗಳೂರಿನ ಅಭಿಮಾನ್ ಸ್ಟುಡಿಯೋದ ಲ್ಲಿದ್ದ ಅಭಿನಯ ಭಾರ್ಗವ ಡಾ. ವಿಷ್ಣುವರ್ಧನ್ ಅವರ ಸಮಾಧಿಯನ್ನು ಬಾಲ ಕೃಷ್ಣನವರ ಕುಟುಂಬ ದವರು ತೆರವು ಮಾಡಿದ್ದು ಕೂಡಲೇ ಸರಕಾರ ಸರಕಾರ ಮಧ್ಯೆ ಪ್ರವೇಶ ಮಾಡಿ ಸಮಸ್ಯೆ ಇತ್ಯಾರ್ಥ ಮಾಡುವಂತೆ ಗಂಗಾವತಿಯ ಡಾ.ವಿಷ್ಣು ವರ್ಧನ್ ಅಭಿಮಾನಿಗಳ ಬಳಗ ಮತ್ತು ಸಂಗೀತ ಸ್ವರಾಂಜಲಿ ಕಲಾ ತಂಡದ ಪದಾಧಿಕಾರಿಗಳು ಪ್ರಕಟಣೆ ಯಲ್ಲಿ ಒತ್ತಾಯಿಸಿದ್ದಾರೆ. ಡಾ.ವಿಷ್ಣುವರ್ಧನ್ ಕನ್ನಡಿ ಗರನ್ನು ಅಗಲಿ 16 ವರ್ಷಗಳು ಕಳೆದಿದ್ದು ಬೆಂಗಳೂರಿನಲ್ಲಿ 10ಗುಂಟೆ ಜಾಗ ನೀಡೋಕೆ ತಕರಾರು ಮಾಡುತ್ತಿರುವ ಬಾಲಣ್ಣನವರ ಕುಟುಂಬವನ್ನು ಸರಕಾರ ಮನವೊಲಿಸಿ ಸ್ಮಾರಕ ನಿರ್ಮಿಸಬೇಕೆಂದು	[700, 1698, 1100, 1786]
masthead	[45, 46, 1512, 125]
